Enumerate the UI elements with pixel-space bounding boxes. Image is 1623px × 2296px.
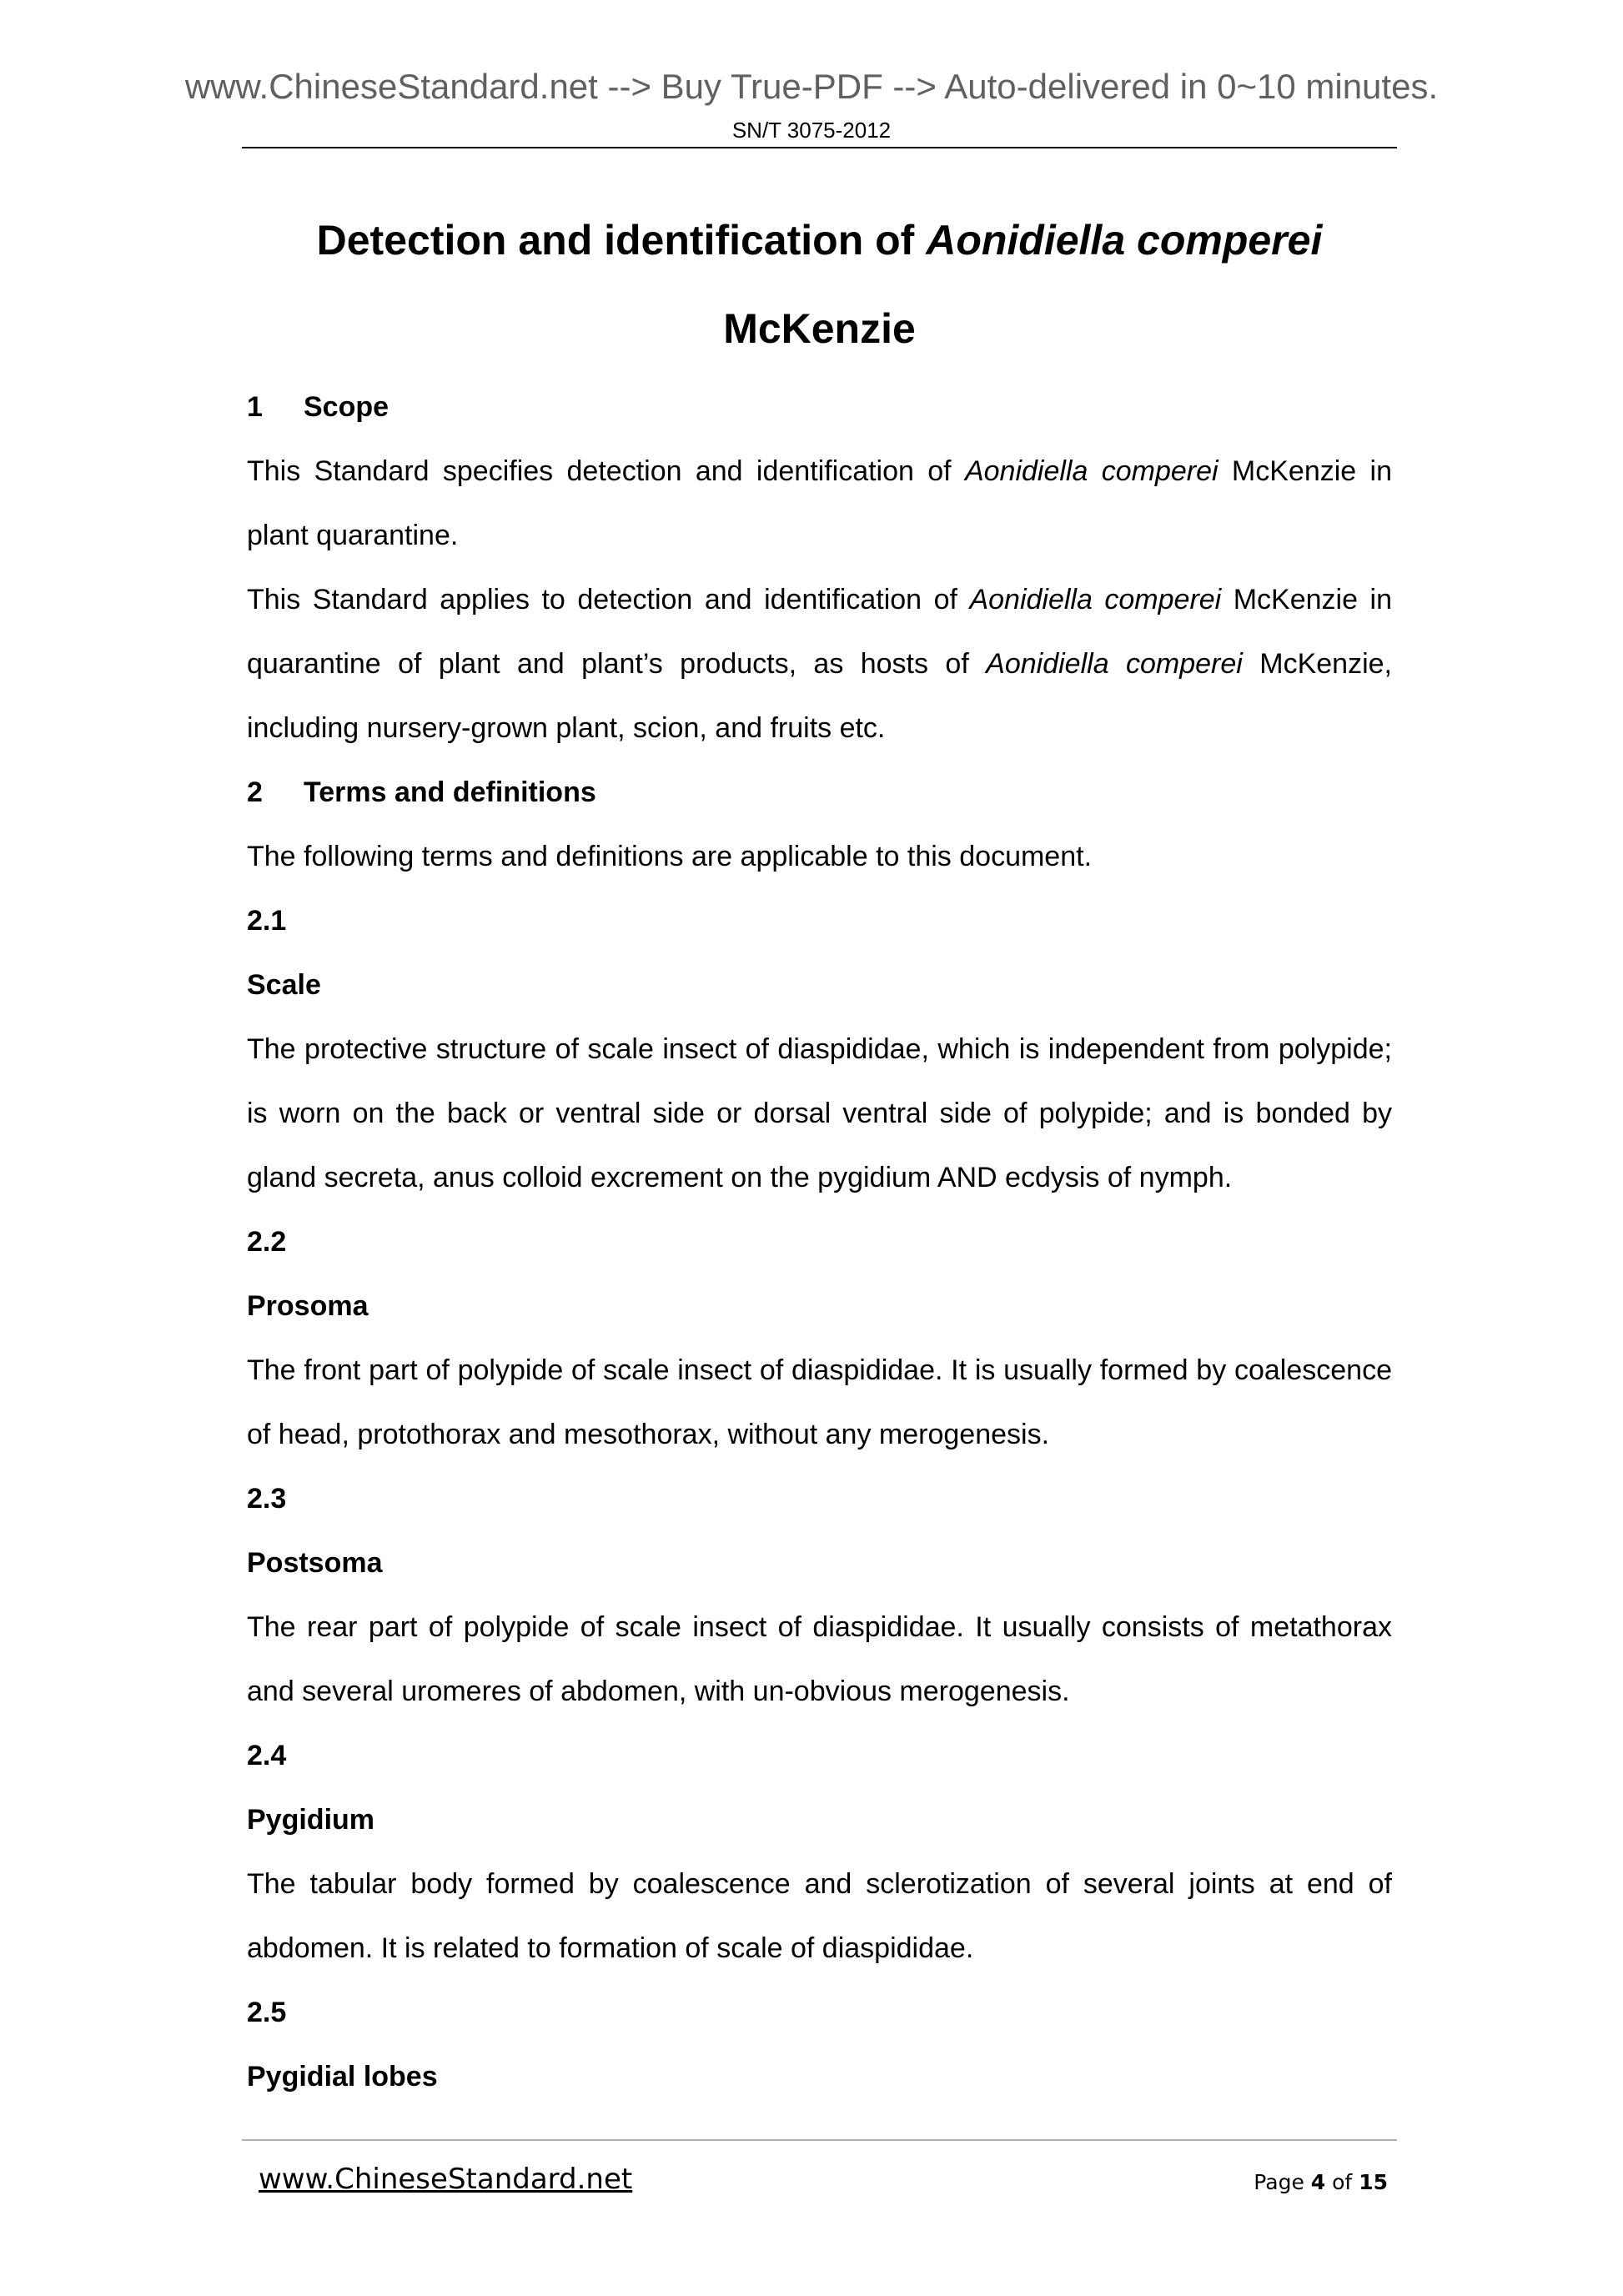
term-definition: The front part of polypide of scale insect of diaspididae. It is usually formed by coalescence of head, protothorax and mesothorax, without any merogenesis. — [247, 1354, 1392, 1450]
footer-rule — [242, 2139, 1397, 2141]
title-species: Aonidiella comperei — [926, 217, 1323, 264]
page-label: Page — [1254, 2170, 1304, 2194]
title-prefix: Detection and identification of — [316, 217, 927, 264]
term-name: Postsoma — [247, 1547, 383, 1579]
page-number: 4 — [1310, 2170, 1326, 2194]
page-total: 15 — [1359, 2170, 1388, 2194]
text-run: McKenzie, including nursery-grown plant, scion, and fruits etc. — [247, 648, 1392, 744]
term-number: 2.2 — [247, 1226, 287, 1258]
term-definition: The rear part of polypide of scale insect of diaspididae. It usually consists of metathorax and several uromeres of abdomen, with un-obvious merogenesis. — [247, 1611, 1392, 1707]
section-number: 2 — [247, 776, 263, 808]
section-heading-scope — [247, 375, 1392, 440]
document-title-line2: McKenzie — [723, 305, 916, 352]
text-run: This Standard specifies detection and identification of — [247, 455, 965, 487]
section-title: Scope — [304, 391, 389, 423]
term-name: Scale — [247, 969, 321, 1001]
standard-code: SN/T 3075-2012 — [731, 118, 892, 143]
term-number: 2.5 — [247, 1997, 287, 2028]
term-definition: The protective structure of scale insect of diaspididae, which is independent from polypide; is worn on the back or ventral side or dorsal ventral side of polypide; and is bonded by gland secreta, anus colloid excrement on the pygidium AND ecdysis of nymph. — [247, 1033, 1392, 1193]
species-name: Aonidiella comperei — [964, 455, 1219, 487]
scope-paragraph-2 — [247, 568, 1392, 761]
term-name: Pygidium — [247, 1804, 375, 1836]
species-name: Aonidiella comperei — [969, 584, 1222, 615]
text-run: McKenzie in plant quarantine. — [247, 455, 1392, 551]
of-label: of — [1332, 2170, 1353, 2194]
section-heading-terms — [247, 761, 1392, 825]
scope-paragraph-1 — [247, 440, 1392, 568]
buy-banner[interactable]: www.ChineseStandard.net --> Buy True-PDF --> Auto-delivered in 0~10 minutes. — [184, 67, 1439, 106]
page-indicator — [1254, 2170, 1388, 2194]
term-name: Pygidial lobes — [247, 2061, 438, 2093]
section-number: 1 — [247, 391, 263, 423]
term-number: 2.1 — [247, 905, 287, 937]
term-name: Prosoma — [247, 1290, 369, 1322]
term-number: 2.4 — [247, 1740, 287, 1771]
footer-site-link[interactable]: www.ChineseStandard.net — [259, 2163, 633, 2196]
text-run: McKenzie in quarantine of plant and plant’s products, as hosts of — [247, 584, 1392, 680]
term-number: 2.3 — [247, 1483, 287, 1515]
header-rule — [242, 147, 1397, 148]
document-body — [247, 375, 1392, 2109]
section-title: Terms and definitions — [304, 776, 596, 808]
terms-intro: The following terms and definitions are applicable to this document. — [247, 841, 1093, 872]
species-name: Aonidiella comperei — [986, 648, 1243, 680]
document-title-line1 — [242, 215, 1397, 265]
text-run: This Standard applies to detection and identification of — [247, 584, 970, 615]
term-definition: The tabular body formed by coalescence and sclerotization of several joints at end of abdomen. It is related to formation of scale of diaspididae. — [247, 1868, 1392, 1964]
